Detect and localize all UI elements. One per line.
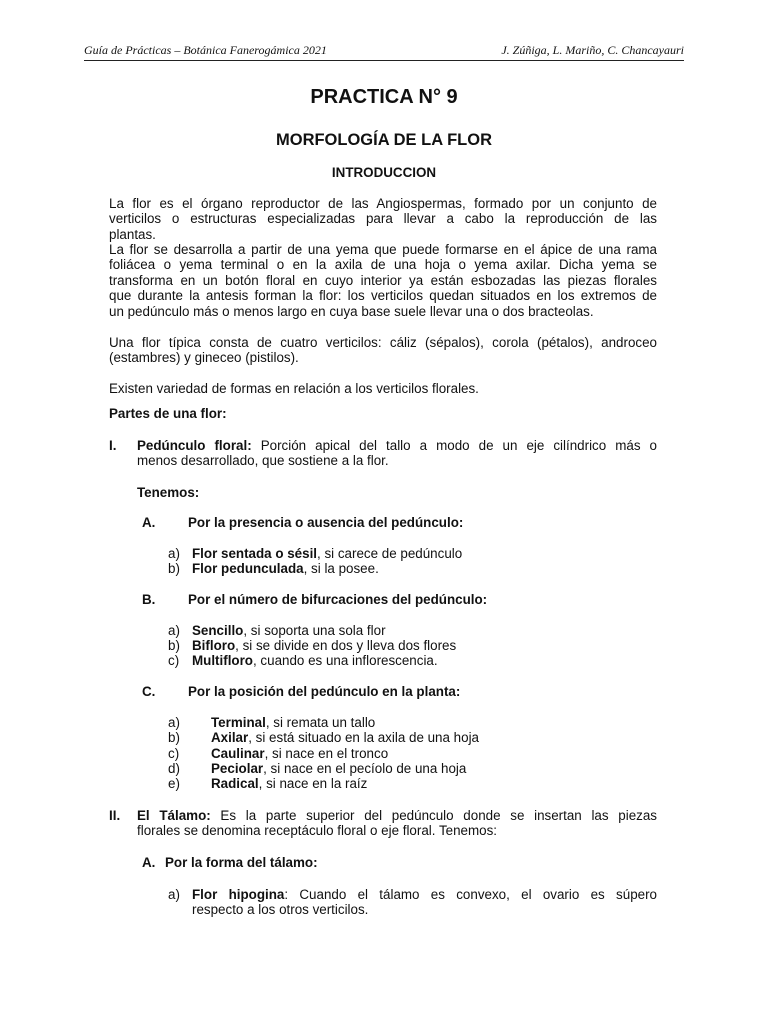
text-line — [137, 438, 657, 453]
item-term: Axilar — [211, 730, 249, 745]
page-title: PRACTICA N° 9 — [310, 86, 458, 108]
list-marker: c) — [168, 653, 180, 668]
list-marker: b) — [168, 561, 180, 576]
list-marker: c) — [168, 746, 180, 761]
text-line: verticilos o estructuras especializadas para llevar a cabo la reproducción de las — [109, 211, 657, 227]
page-header — [84, 42, 684, 61]
list-marker: a) — [168, 887, 180, 902]
item-text: , si se divide en dos y lleva dos flores — [235, 638, 457, 653]
list-marker: a) — [168, 546, 180, 561]
section-1-text — [137, 438, 657, 469]
item-text: , cuando es una inflorescencia. — [252, 653, 438, 668]
item-text: , si nace en el tronco — [264, 746, 389, 761]
text-line: Existen variedad de formas en relación a los verticilos florales. — [109, 381, 479, 396]
text-line: plantas. — [109, 226, 156, 242]
section-1-marker: I. — [109, 438, 117, 453]
subsection-2a-heading: Por la forma del tálamo: — [165, 855, 318, 870]
text-line: Una flor típica consta de cuatro verticilos: cáliz (sépalos), corola (pétalos), androceo — [109, 335, 657, 350]
list-marker: e) — [168, 776, 180, 791]
item-text: , si remata un tallo — [265, 715, 376, 730]
intro-paragraph-2 — [109, 242, 657, 319]
item-term: Peciolar — [211, 761, 264, 776]
text-line: menos desarrollado, que sostiene a la flor. — [137, 453, 389, 469]
text-line: (estambres) y gineceo (pistilos). — [109, 350, 299, 366]
intro-paragraph-1 — [109, 196, 657, 242]
text-line: respecto a los otros verticilos. — [192, 902, 369, 918]
list-item-marker-wrap — [168, 887, 180, 902]
section-2-text — [137, 808, 657, 839]
list-marker: d) — [168, 761, 180, 776]
section-2-marker: II. — [109, 808, 121, 823]
subsection-a-heading: Por la presencia o ausencia del pedúnculo: — [188, 515, 464, 530]
header-right: J. Zúñiga, L. Mariño, C. Chancayauri — [501, 43, 684, 57]
item-text: , si nace en la raíz — [258, 776, 368, 791]
text-line: foliácea o yema terminal o en la axila de una hoja o yema axilar. Dicha yema se — [109, 257, 657, 273]
subsection-c-marker: C. — [142, 684, 156, 699]
subsection-2a-marker: A. — [142, 855, 156, 870]
item-term: Flor pedunculada — [192, 561, 304, 576]
item-term: Caulinar — [211, 746, 265, 761]
section-2-term: El Tálamo: — [137, 808, 211, 823]
text-line: La flor es el órgano reproductor de las Angiospermas, formado por un conjunto de — [109, 196, 657, 211]
item-text: , si carece de pedúnculo — [317, 546, 463, 561]
subsection-c-heading: Por la posición del pedúnculo en la planta: — [188, 684, 461, 699]
list-marker: b) — [168, 638, 180, 653]
tenemos-label: Tenemos: — [137, 485, 200, 500]
item-text: , si nace en el pecíolo de una hoja — [263, 761, 467, 776]
text-line: florales se denomina receptáculo floral o eje floral. Tenemos: — [137, 823, 498, 839]
intro-paragraph-4 — [109, 381, 657, 396]
text-line: un pedúnculo más o menos largo en cuya base suele llevar una o dos bracteolas. — [109, 303, 594, 319]
header-left: Guía de Prácticas – Botánica Fanerogámica 2021 — [84, 43, 327, 57]
item-term: Radical — [211, 776, 259, 791]
parts-heading: Partes de una flor: — [109, 406, 227, 421]
list-marker: a) — [168, 715, 180, 730]
intro-heading: INTRODUCCION — [331, 165, 437, 180]
item-text: : Cuando el tálamo es convexo, el ovario es súpero — [284, 887, 657, 902]
text-line: que durante la antesis forman la flor: los verticilos quedan situados en los extremos de — [109, 288, 657, 304]
item-text: , si está situado en la axila de una hoja — [248, 730, 479, 745]
text-line — [192, 887, 657, 902]
intro-paragraph-3 — [109, 335, 657, 366]
list-item — [192, 887, 657, 918]
item-term: Bifloro — [192, 638, 236, 653]
list-marker: b) — [168, 730, 180, 745]
item-text: , si soporta una sola flor — [243, 623, 386, 638]
subsection-a-marker: A. — [142, 515, 156, 530]
section-1-line1: Porción apical del tallo a modo de un eje cilíndrico más o — [251, 438, 657, 453]
item-term: Terminal — [211, 715, 266, 730]
item-term: Flor hipogina — [192, 887, 285, 902]
text-line — [137, 808, 657, 823]
list-marker: a) — [168, 623, 180, 638]
subsection-b-heading: Por el número de bifurcaciones del pedúnculo: — [188, 592, 488, 607]
item-term: Flor sentada o sésil — [192, 546, 318, 561]
subsection-b-marker: B. — [142, 592, 156, 607]
section-1-term: Pedúnculo floral: — [137, 438, 252, 453]
text-line: transforma en un botón floral en cuyo interior ya están esbozadas las piezas florales — [109, 272, 657, 288]
item-text: , si la posee. — [303, 561, 379, 576]
item-term: Multifloro — [192, 653, 253, 668]
section-2-line1: Es la parte superior del pedúnculo donde se insertan las piezas — [210, 808, 657, 823]
item-term: Sencillo — [192, 623, 244, 638]
text-line: La flor se desarrolla a partir de una yema que puede formarse en el ápice de una rama — [109, 242, 657, 257]
page-subtitle: MORFOLOGÍA DE LA FLOR — [275, 131, 492, 149]
